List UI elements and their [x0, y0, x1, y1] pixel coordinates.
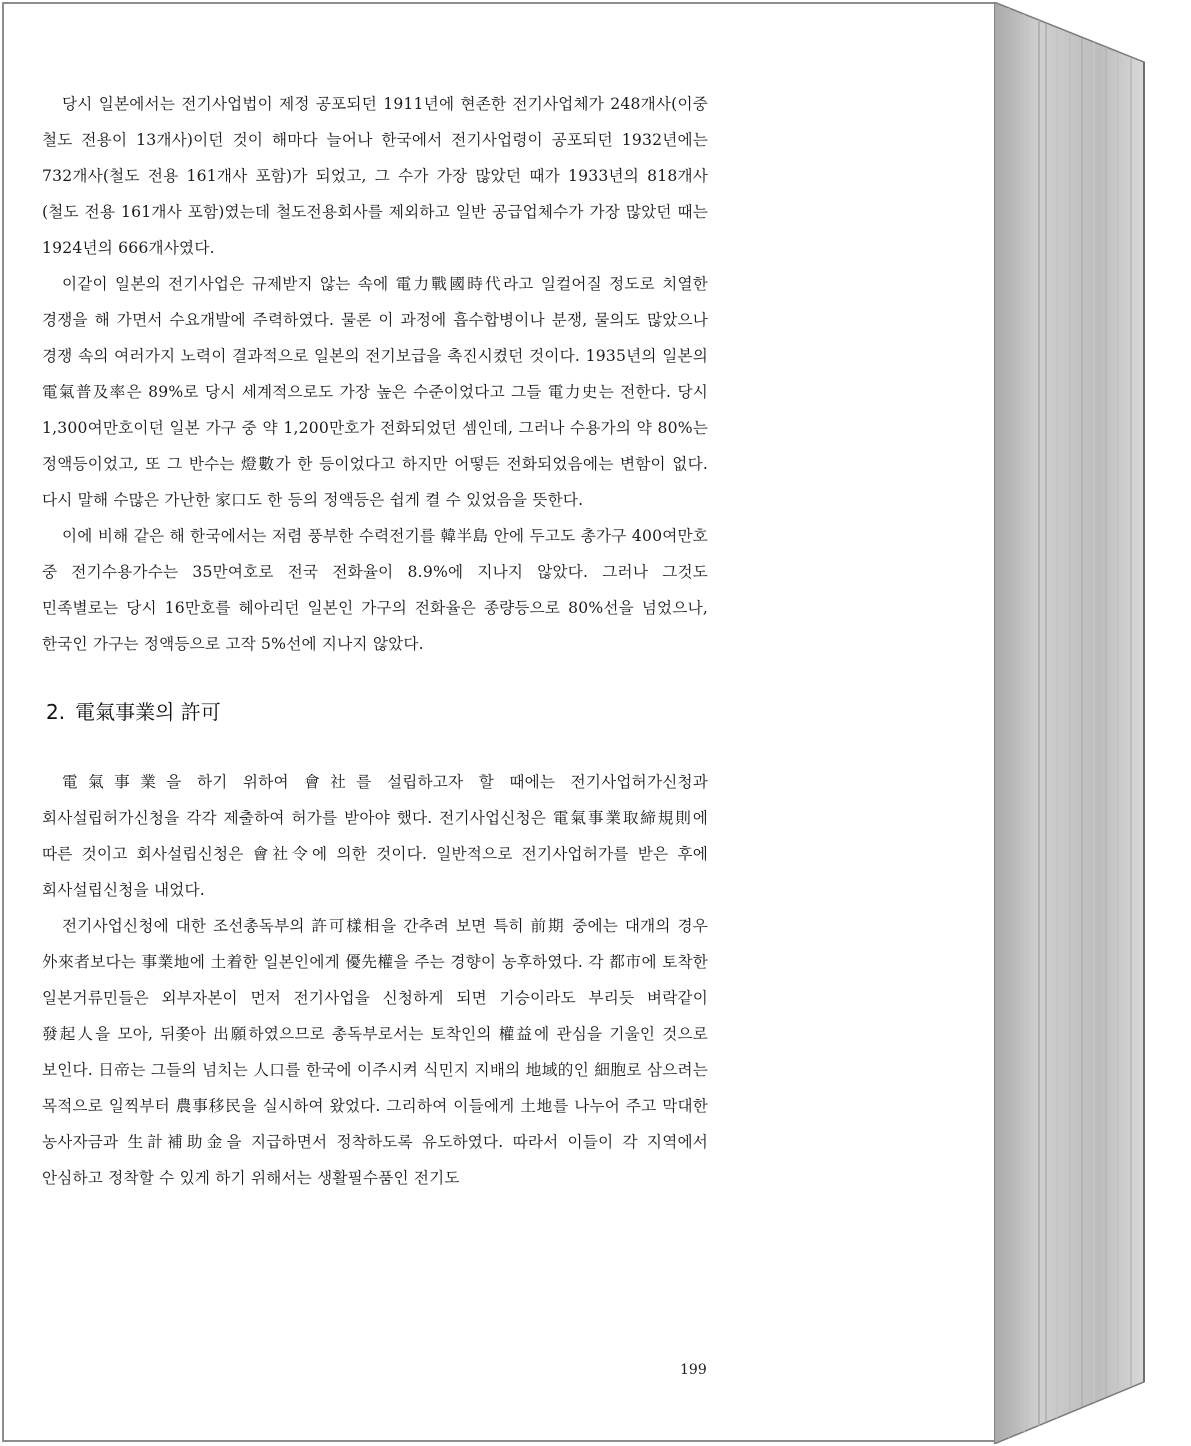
page-text-block [42, 86, 708, 1196]
paragraph-japan-electric-companies: 당시 일본에서는 전기사업법이 제정 공포되던 1911년에 현존한 전기사업체가 248개사(이중 철도 전용이 13개사)이던 것이 해마다 늘어나 한국에서 전기사업령이 공포되던 1932년에는 732개사(철도 전용 161개사 포함)가 되었고, 그 수가 가장 많았던 때가 1933년의 818개사(철도 전용 161개사 포함)였는데 철도전용회사를 제외하고 일반 공급업체수가 가장 많았던 때는 1924년의 666개사였다. [42, 95, 708, 257]
section-number: 2. [46, 700, 66, 724]
book-page-edges [994, 2, 1190, 1444]
paragraph-electric-competition: 이같이 일본의 전기사업은 규제받지 않는 속에 電力戰國時代라고 일컬어질 정도로 치열한 경쟁을 해 가면서 수요개발에 주력하였다. 물론 이 과정에 흡수합병이나 분쟁, 물의도 많았으나 경쟁 속의 여러가지 노력이 결과적으로 일본의 전기보급을 촉진시켰던 것이다. 1935년의 일본의 電氣普及率은 89%로 당시 세계적으로도 가장 높은 수준이었다고 그들 電力史는 전한다. 당시 1,300여만호이던 일본 가구 중 약 1,200만호가 전화되었던 셈인데, 그러나 수용가의 약 80%는 정액등이었고, 또 그 반수는 燈數가 한 등이었다고 하지만 어떻든 전화되었음에는 변함이 없다. 다시 말해 수많은 가난한 家口도 한 등의 정액등은 쉽게 켤 수 있었음을 뜻한다. [42, 275, 708, 509]
paragraph-permit-pattern: 전기사업신청에 대한 조선총독부의 許可樣相을 간추려 보면 특히 前期 중에는 대개의 경우 外來者보다는 事業地에 土着한 일본인에게 優先權을 주는 경향이 농후하였다. 각 都市에 토착한 일본거류민들은 외부자본이 먼저 전기사업을 신청하게 되면 기승이라도 부리듯 벼락같이 發起人을 모아, 뒤쫓아 出願하였으므로 총독부로서는 토착인의 權益에 관심을 기울인 것으로 보인다. 日帝는 그들의 넘치는 人口를 한국에 이주시켜 식민지 지배의 地域的인 細胞로 삼으려는 목적으로 일찍부터 農事移民을 실시하여 왔었다. 그리하여 이들에게 土地를 나누어 주고 막대한 농사자금과 生計補助金을 지급하면서 정착하도록 유도하였다. 따라서 이들이 각 지역에서 안심하고 정착할 수 있게 하기 위해서는 생활필수품인 전기도 [42, 917, 708, 1187]
section-title: 電氣事業의 許可 [75, 700, 221, 724]
paragraph-korea-electrification-rate: 이에 비해 같은 해 한국에서는 저렴 풍부한 수력전기를 韓半島 안에 두고도 총가구 400여만호 중 전기수용가수는 35만여호로 전국 전화율이 8.9%에 지나지 않았다. 그러나 그것도 민족별로는 당시 16만호를 헤아리던 일본인 가구의 전화율은 종량등으로 80%선을 넘었으나, 한국인 가구는 정액등으로 고작 5%선에 지나지 않았다. [42, 527, 708, 653]
page-number: 199 [680, 1362, 707, 1378]
section-heading [42, 696, 708, 728]
paragraph-business-permit: 電氣事業을 하기 위하여 會社를 설립하고자 할 때에는 전기사업허가신청과 회사설립허가신청을 각각 제출하여 허가를 받아야 했다. 전기사업신청은 電氣事業取締規則에 따른 것이고 회사설립신청은 會社令에 의한 것이다. 일반적으로 전기사업허가를 받은 후에 회사설립신청을 내었다. [42, 773, 708, 899]
book-page [2, 2, 996, 1442]
